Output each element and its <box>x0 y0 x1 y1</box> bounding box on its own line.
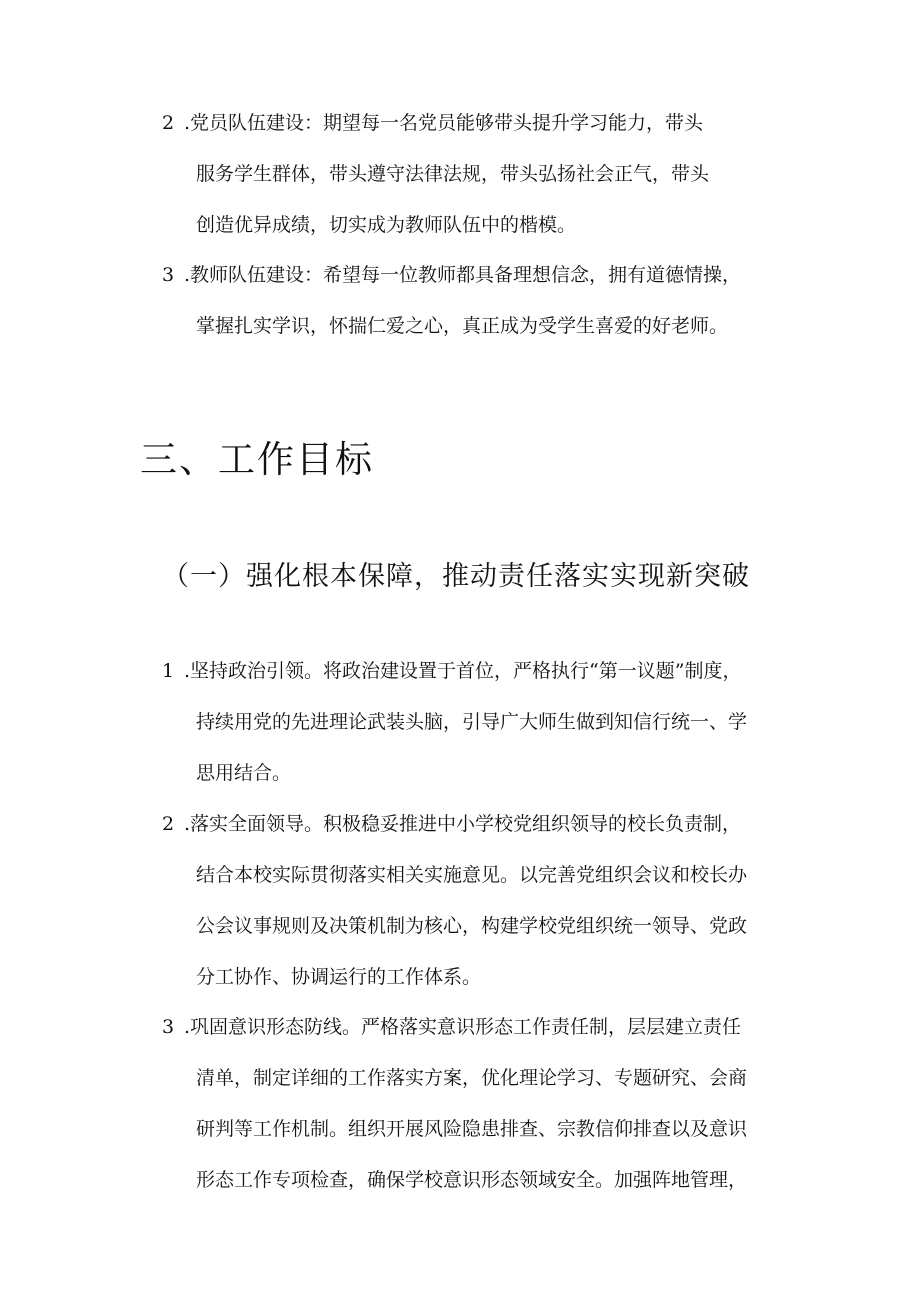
list-item-line: 思用结合。 <box>196 762 292 784</box>
list-item-number: 1 <box>162 660 175 682</box>
section-heading: 三、工作目标 <box>140 438 374 481</box>
subsection-heading: （一）强化根本保障，推动责任落实实现新突破 <box>162 561 750 592</box>
list-item-line: 分工协作、协调运行的工作体系。 <box>196 966 482 988</box>
list-item-line: 公会议事规则及决策机制为核心，构建学校党组织统一领导、党政 <box>196 915 748 937</box>
list-item-line: 持续用党的先进理论武装头脑，引导广大师生做到知信行统一、学 <box>196 711 748 733</box>
list-item-line <box>162 646 802 697</box>
list-item-line: 创造优异成绩，切实成为教师队伍中的楷模。 <box>196 214 577 236</box>
list-item-party-member-team <box>162 98 802 251</box>
list-item-line <box>162 98 802 149</box>
list-item-number: 3 <box>162 1016 175 1038</box>
list-item-text: .巩固意识形态防线。严格落实意识形态工作责任制，层层建立责任 <box>184 1016 742 1038</box>
list-item-line: 掌握扎实学识，怀揣仁爱之心，真正成为受学生喜爱的好老师。 <box>196 315 729 337</box>
list-item-political-leadership <box>162 646 802 799</box>
list-item-line: 结合本校实际贯彻落实相关实施意见。以完善党组织会议和校长办 <box>196 864 748 886</box>
list-item-number: 2 <box>162 112 175 134</box>
list-item-text: .党员队伍建设：期望每一名党员能够带头提升学习能力，带头 <box>184 112 704 134</box>
list-item-line: 形态工作专项检查，确保学校意识形态领域安全。加强阵地管理， <box>196 1169 748 1191</box>
list-item-number: 3 <box>162 264 175 286</box>
list-item-line <box>162 1002 802 1053</box>
list-item-text: .落实全面领导。积极稳妥推进中小学校党组织领导的校长负责制， <box>184 813 742 835</box>
list-item-number: 2 <box>162 813 175 835</box>
list-item-text: .坚持政治引领。将政治建设置于首位，严格执行“第一议题”制度， <box>184 660 742 682</box>
list-item-line: 服务学生群体，带头遵守法律法规，带头弘扬社会正气，带头 <box>196 163 710 185</box>
list-item-overall-leadership <box>162 799 802 1003</box>
list-item-line <box>162 799 802 850</box>
list-item-line: 研判等工作机制。组织开展风险隐患排查、宗教信仰排查以及意识 <box>196 1118 748 1140</box>
list-item-ideology-defense <box>162 1002 802 1206</box>
list-item-text: .教师队伍建设：希望每一位教师都具备理想信念，拥有道德情操， <box>184 264 742 286</box>
list-item-line: 清单，制定详细的工作落实方案，优化理论学习、专题研究、会商 <box>196 1067 748 1089</box>
list-item-teacher-team <box>162 250 802 352</box>
list-item-line <box>162 250 802 301</box>
